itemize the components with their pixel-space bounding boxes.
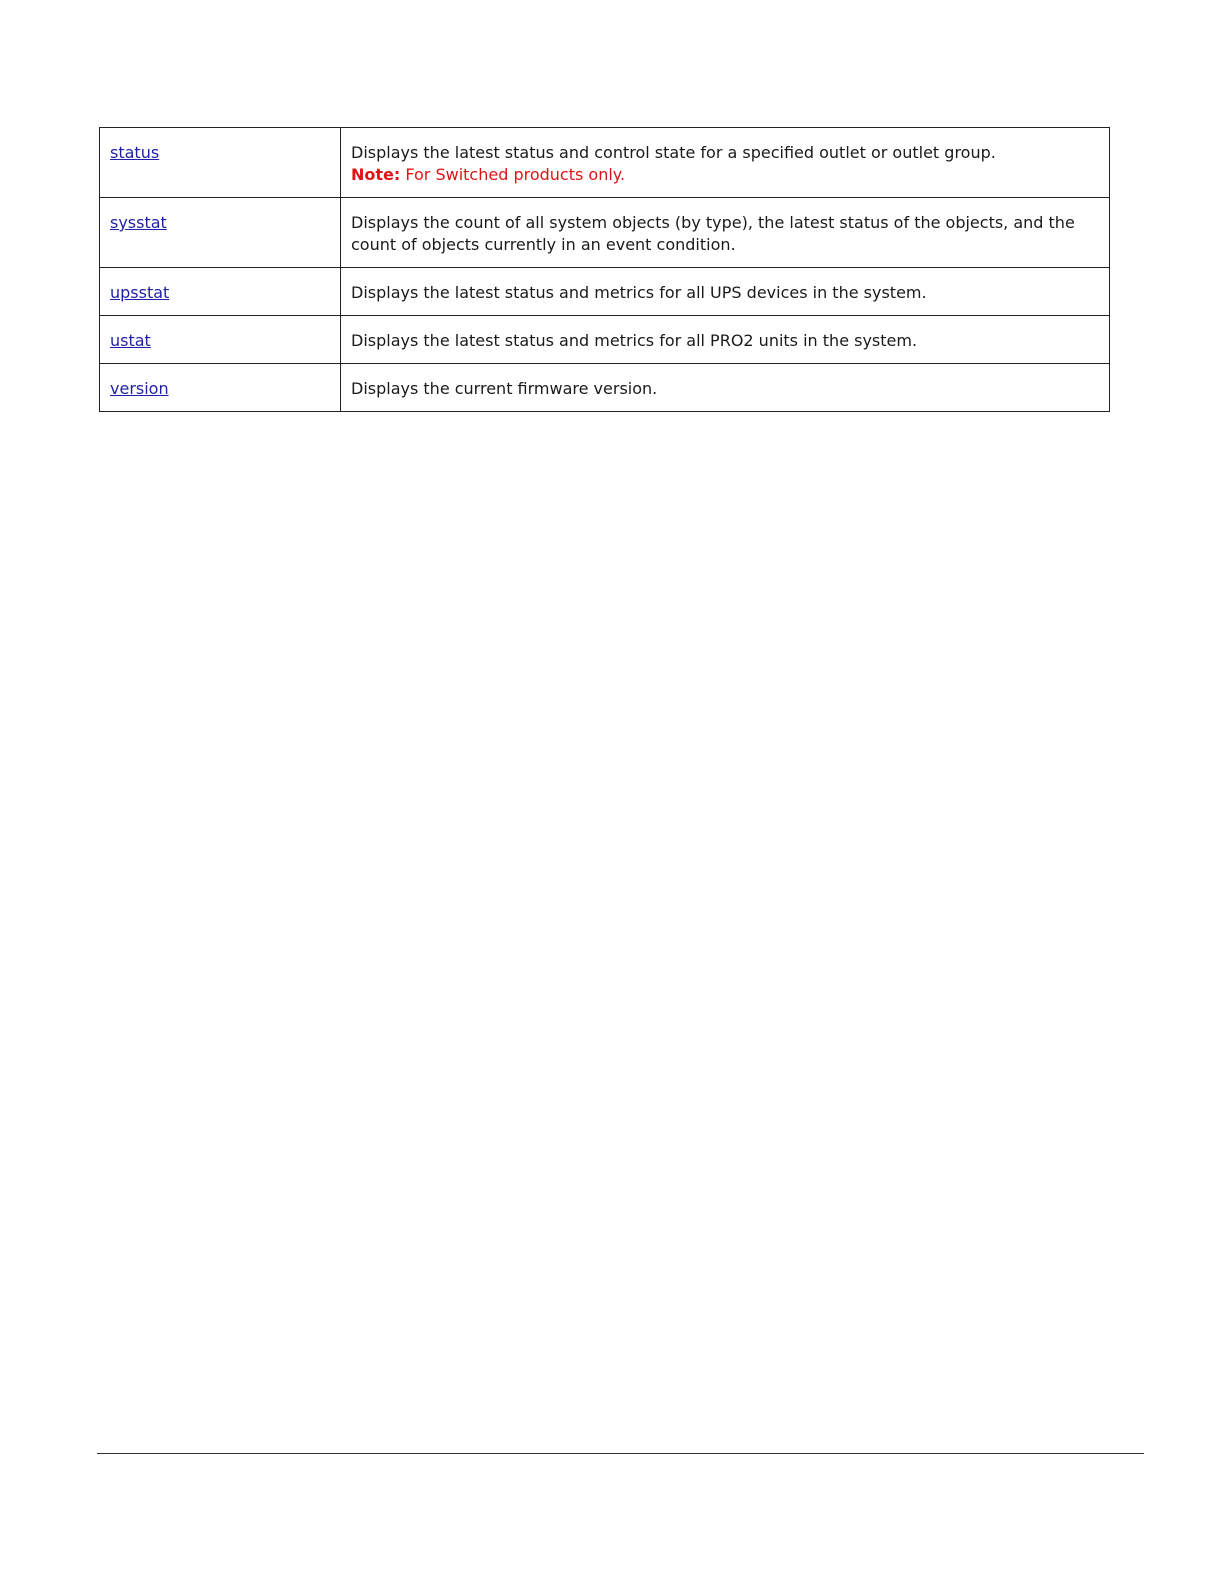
command-cell — [100, 364, 341, 412]
description-cell — [341, 128, 1110, 198]
command-link-ustat[interactable]: ustat — [110, 331, 151, 350]
note-label: Note: — [351, 165, 401, 184]
command-description: Displays the latest status and metrics for all UPS devices in the system. — [351, 283, 927, 302]
command-table — [99, 127, 1110, 412]
description-cell — [341, 198, 1110, 268]
command-link-status[interactable]: status — [110, 143, 160, 162]
footer-divider — [97, 1453, 1144, 1454]
description-cell — [341, 364, 1110, 412]
table-row — [100, 364, 1110, 412]
command-cell — [100, 268, 341, 316]
note-text: For Switched products only. — [400, 165, 626, 184]
command-link-version[interactable]: version — [110, 379, 169, 398]
description-cell — [341, 268, 1110, 316]
table-row — [100, 198, 1110, 268]
table-row — [100, 128, 1110, 198]
command-link-sysstat[interactable]: sysstat — [110, 213, 167, 232]
table-row — [100, 316, 1110, 364]
command-description: Displays the current firmware version. — [351, 379, 658, 398]
command-description: Displays the latest status and control state for a specified outlet or outlet group. — [351, 143, 996, 162]
description-cell — [341, 316, 1110, 364]
note-line — [351, 164, 1099, 186]
command-cell — [100, 128, 341, 198]
command-cell — [100, 198, 341, 268]
command-description: Displays the count of all system objects (by type), the latest status of the objects, and the count of objects currently in an event condition. — [351, 213, 1075, 254]
command-cell — [100, 316, 341, 364]
table-row — [100, 268, 1110, 316]
command-description: Displays the latest status and metrics for all PRO2 units in the system. — [351, 331, 918, 350]
command-link-upsstat[interactable]: upsstat — [110, 283, 170, 302]
